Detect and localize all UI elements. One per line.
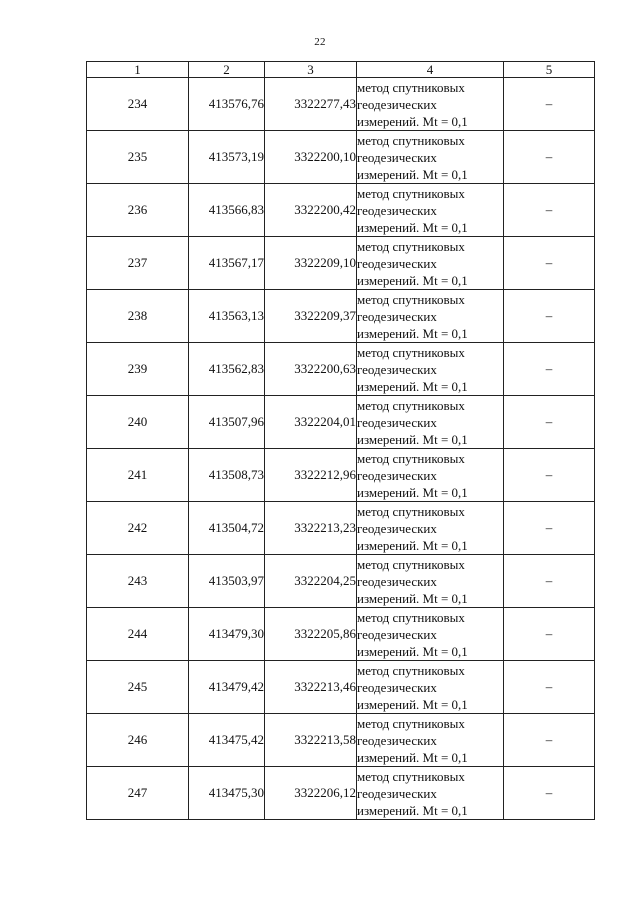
method-line: метод спутниковых <box>357 238 465 254</box>
table-row <box>87 608 595 661</box>
method-line: геодезических <box>357 255 437 271</box>
x-coordinate-cell: 413475,42 <box>189 714 265 767</box>
method-line: геодезических <box>357 414 437 430</box>
note-cell: – <box>504 290 595 343</box>
method-line: метод спутниковых <box>357 344 465 360</box>
x-coordinate-cell: 413508,73 <box>189 449 265 502</box>
method-line: метод спутниковых <box>357 503 465 519</box>
table-header-row <box>87 62 595 78</box>
method-line: геодезических <box>357 96 437 112</box>
x-coordinate-cell: 413507,96 <box>189 396 265 449</box>
table-row <box>87 767 595 820</box>
method-line: метод спутниковых <box>357 715 465 731</box>
method-line: метод спутниковых <box>357 185 465 201</box>
table-row <box>87 290 595 343</box>
y-coordinate-cell: 3322200,63 <box>265 343 357 396</box>
point-number-cell: 240 <box>87 396 189 449</box>
note-cell: – <box>504 184 595 237</box>
method-cell <box>357 78 504 131</box>
method-cell <box>357 714 504 767</box>
method-cell <box>357 767 504 820</box>
method-line: геодезических <box>357 308 437 324</box>
method-line: геодезических <box>357 202 437 218</box>
method-line: геодезических <box>357 149 437 165</box>
method-cell <box>357 237 504 290</box>
x-coordinate-cell: 413562,83 <box>189 343 265 396</box>
method-cell <box>357 555 504 608</box>
method-line: геодезических <box>357 732 437 748</box>
point-number-cell: 235 <box>87 131 189 184</box>
note-cell: – <box>504 396 595 449</box>
table-row <box>87 237 595 290</box>
note-cell: – <box>504 608 595 661</box>
method-line: измерений. Mt = 0,1 <box>357 484 468 500</box>
y-coordinate-cell: 3322213,23 <box>265 502 357 555</box>
method-line: геодезических <box>357 679 437 695</box>
method-line: измерений. Mt = 0,1 <box>357 272 468 288</box>
method-line: метод спутниковых <box>357 609 465 625</box>
point-number-cell: 234 <box>87 78 189 131</box>
method-cell <box>357 502 504 555</box>
x-coordinate-cell: 413566,83 <box>189 184 265 237</box>
x-coordinate-cell: 413573,19 <box>189 131 265 184</box>
point-number-cell: 238 <box>87 290 189 343</box>
x-coordinate-cell: 413479,30 <box>189 608 265 661</box>
y-coordinate-cell: 3322277,43 <box>265 78 357 131</box>
column-header: 1 <box>87 62 189 78</box>
table-row <box>87 661 595 714</box>
method-cell <box>357 396 504 449</box>
note-cell: – <box>504 78 595 131</box>
point-number-cell: 245 <box>87 661 189 714</box>
method-line: геодезических <box>357 626 437 642</box>
method-cell <box>357 290 504 343</box>
column-header: 5 <box>504 62 595 78</box>
point-number-cell: 237 <box>87 237 189 290</box>
method-line: геодезических <box>357 573 437 589</box>
method-cell <box>357 661 504 714</box>
note-cell: – <box>504 449 595 502</box>
table-row <box>87 449 595 502</box>
point-number-cell: 241 <box>87 449 189 502</box>
method-line: измерений. Mt = 0,1 <box>357 113 468 129</box>
method-line: геодезических <box>357 467 437 483</box>
note-cell: – <box>504 714 595 767</box>
x-coordinate-cell: 413567,17 <box>189 237 265 290</box>
method-line: измерений. Mt = 0,1 <box>357 696 468 712</box>
note-cell: – <box>504 343 595 396</box>
method-line: измерений. Mt = 0,1 <box>357 219 468 235</box>
note-cell: – <box>504 502 595 555</box>
y-coordinate-cell: 3322200,42 <box>265 184 357 237</box>
method-line: метод спутниковых <box>357 556 465 572</box>
table-row <box>87 502 595 555</box>
column-header: 2 <box>189 62 265 78</box>
y-coordinate-cell: 3322209,10 <box>265 237 357 290</box>
method-line: измерений. Mt = 0,1 <box>357 431 468 447</box>
method-line: измерений. Mt = 0,1 <box>357 537 468 553</box>
note-cell: – <box>504 555 595 608</box>
table-row <box>87 714 595 767</box>
x-coordinate-cell: 413504,72 <box>189 502 265 555</box>
method-cell <box>357 608 504 661</box>
x-coordinate-cell: 413576,76 <box>189 78 265 131</box>
note-cell: – <box>504 661 595 714</box>
method-cell <box>357 343 504 396</box>
method-line: геодезических <box>357 361 437 377</box>
point-number-cell: 246 <box>87 714 189 767</box>
y-coordinate-cell: 3322206,12 <box>265 767 357 820</box>
column-header: 4 <box>357 62 504 78</box>
point-number-cell: 244 <box>87 608 189 661</box>
x-coordinate-cell: 413563,13 <box>189 290 265 343</box>
table-row <box>87 555 595 608</box>
method-line: геодезических <box>357 520 437 536</box>
method-line: метод спутниковых <box>357 662 465 678</box>
note-cell: – <box>504 131 595 184</box>
method-line: метод спутниковых <box>357 397 465 413</box>
method-line: метод спутниковых <box>357 450 465 466</box>
method-line: метод спутниковых <box>357 132 465 148</box>
y-coordinate-cell: 3322204,01 <box>265 396 357 449</box>
method-line: измерений. Mt = 0,1 <box>357 643 468 659</box>
point-number-cell: 239 <box>87 343 189 396</box>
coordinates-table <box>86 61 595 820</box>
y-coordinate-cell: 3322213,46 <box>265 661 357 714</box>
table-row <box>87 78 595 131</box>
point-number-cell: 242 <box>87 502 189 555</box>
method-line: метод спутниковых <box>357 291 465 307</box>
method-line: метод спутниковых <box>357 768 465 784</box>
x-coordinate-cell: 413479,42 <box>189 661 265 714</box>
page-number: 22 <box>314 36 326 48</box>
point-number-cell: 247 <box>87 767 189 820</box>
point-number-cell: 236 <box>87 184 189 237</box>
y-coordinate-cell: 3322213,58 <box>265 714 357 767</box>
method-line: измерений. Mt = 0,1 <box>357 166 468 182</box>
point-number-cell: 243 <box>87 555 189 608</box>
y-coordinate-cell: 3322209,37 <box>265 290 357 343</box>
note-cell: – <box>504 767 595 820</box>
y-coordinate-cell: 3322204,25 <box>265 555 357 608</box>
method-line: метод спутниковых <box>357 79 465 95</box>
method-cell <box>357 131 504 184</box>
method-line: измерений. Mt = 0,1 <box>357 378 468 394</box>
x-coordinate-cell: 413475,30 <box>189 767 265 820</box>
table-row <box>87 343 595 396</box>
method-line: геодезических <box>357 785 437 801</box>
method-line: измерений. Mt = 0,1 <box>357 749 468 765</box>
method-line: измерений. Mt = 0,1 <box>357 325 468 341</box>
table-row <box>87 184 595 237</box>
method-line: измерений. Mt = 0,1 <box>357 802 468 818</box>
method-cell <box>357 184 504 237</box>
x-coordinate-cell: 413503,97 <box>189 555 265 608</box>
table-row <box>87 131 595 184</box>
y-coordinate-cell: 3322200,10 <box>265 131 357 184</box>
table-row <box>87 396 595 449</box>
y-coordinate-cell: 3322212,96 <box>265 449 357 502</box>
column-header: 3 <box>265 62 357 78</box>
method-cell <box>357 449 504 502</box>
y-coordinate-cell: 3322205,86 <box>265 608 357 661</box>
note-cell: – <box>504 237 595 290</box>
method-line: измерений. Mt = 0,1 <box>357 590 468 606</box>
